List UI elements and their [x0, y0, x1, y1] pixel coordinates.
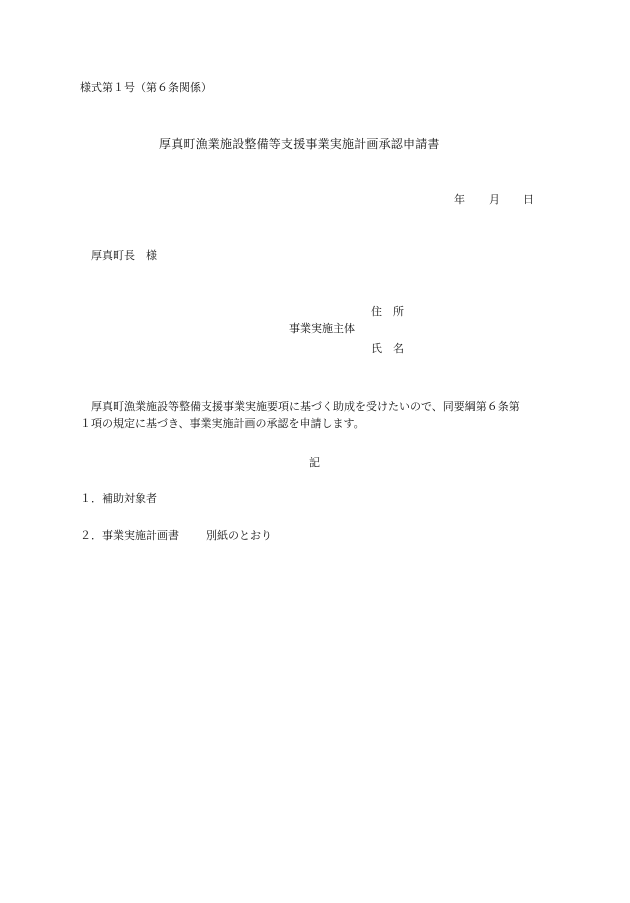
list-item-note: 別紙のとおり [206, 529, 272, 542]
document-title: 厚真町漁業施設整備等支援事業実施計画承認申請書 [159, 137, 440, 151]
ki-heading: 記 [309, 456, 320, 469]
body-text-line-1: 厚真町漁業施設等整備支援事業実施要項に基づく助成を受けたいので、同要綱第６条第 [91, 400, 520, 413]
addressee: 厚真町長 様 [91, 249, 157, 262]
date-month-label: 月 [489, 193, 500, 206]
form-number: 様式第１号（第６条関係） [80, 81, 212, 94]
list-item: ２．事業実施計画書 [80, 529, 179, 542]
list-item: １．補助対象者 [80, 492, 157, 505]
date-day-label: 日 [523, 193, 534, 206]
body-text-line-2: １項の規定に基づき、事業実施計画の承認を申請します。 [80, 417, 365, 430]
applicant-name-label: 氏 名 [371, 342, 404, 355]
date-year-label: 年 [454, 193, 465, 206]
applicant-entity-label: 事業実施主体 [289, 322, 355, 335]
applicant-address-label: 住 所 [371, 305, 404, 318]
